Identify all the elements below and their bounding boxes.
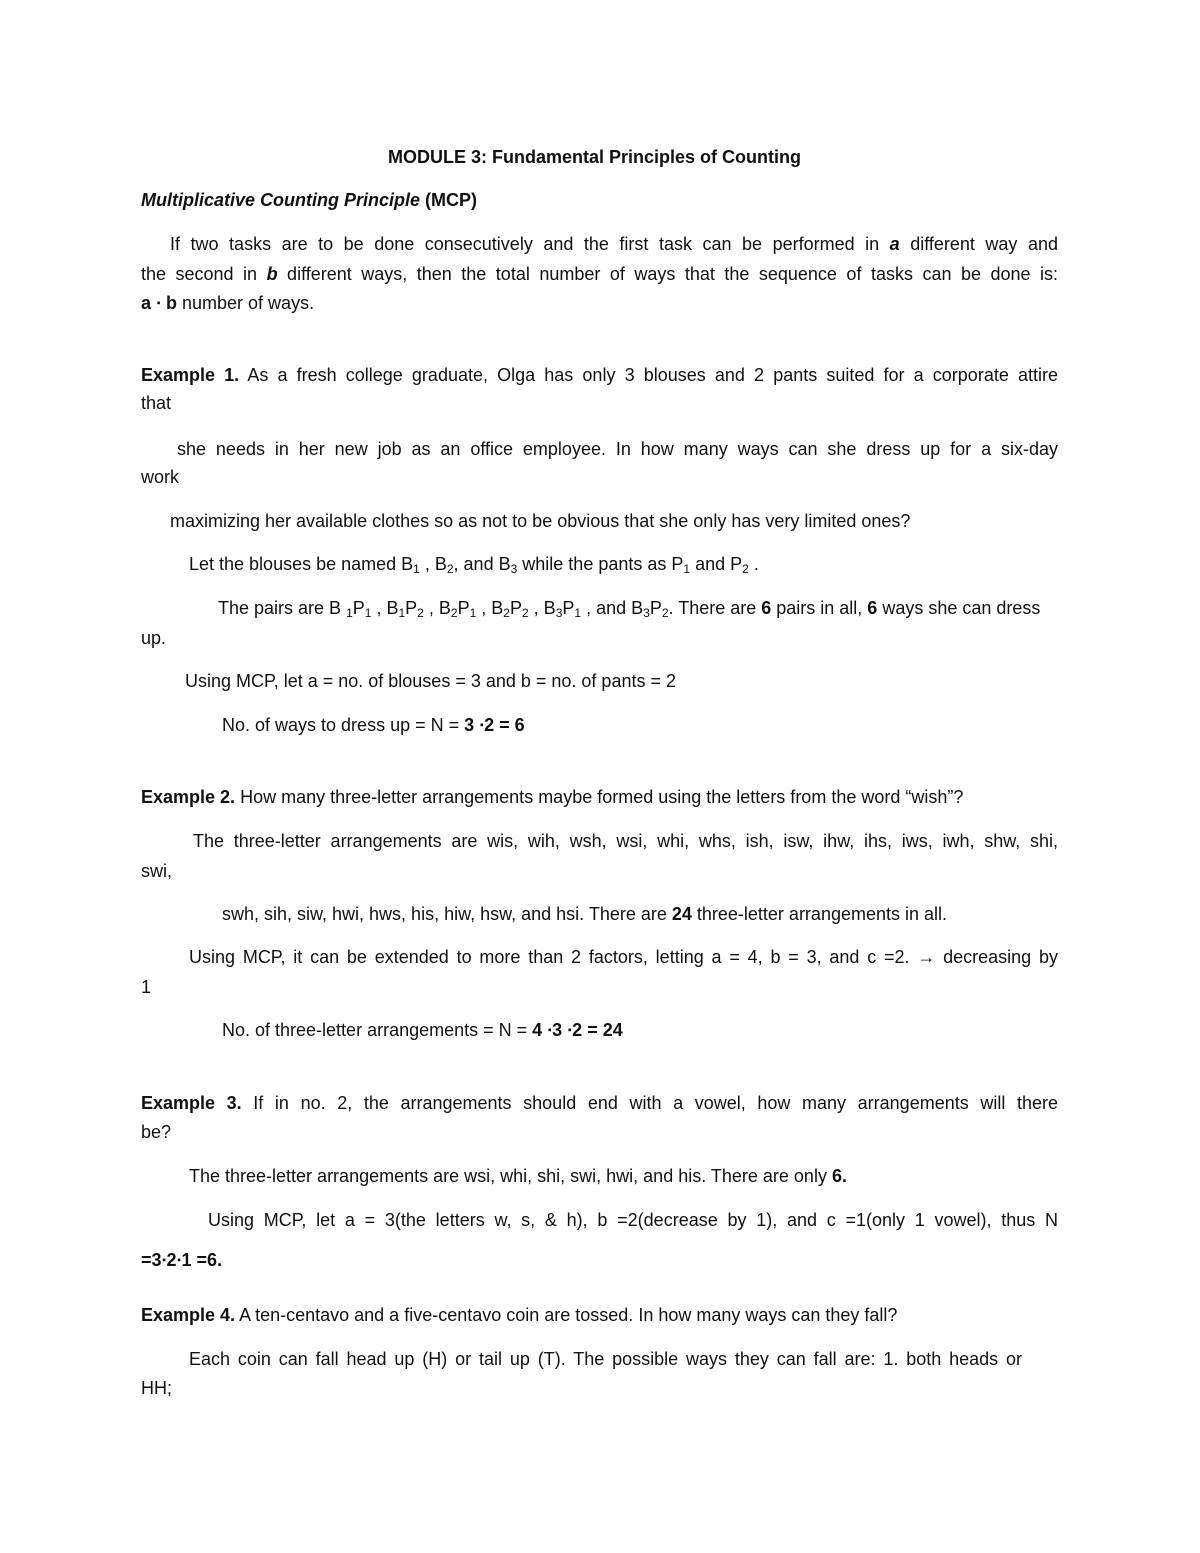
example-3-using-mcp: Using MCP, let a = 3(the letters w, s, & h), b =2(decrease by 1), and c =1(only 1 vowel), thus N <box>208 1210 1058 1230</box>
text-run: pairs in all, <box>771 598 868 618</box>
example-3-result: =3∙2∙1 =6. <box>141 1250 223 1270</box>
text-run: , B <box>423 598 451 618</box>
subscript: 2 <box>450 606 458 620</box>
example-3-question <box>141 1092 1058 1115</box>
text-run: three-letter arrangements in all. <box>691 904 948 924</box>
text-run: A ten-centavo and a five-centavo coin are tossed. In how many ways can they fall? <box>235 1305 898 1325</box>
variable-b: b <box>266 264 278 284</box>
subscript: 2 <box>742 562 749 576</box>
subscript: 1 <box>469 606 477 620</box>
example-1-naming <box>189 553 759 576</box>
example-2-using-mcp: Using MCP, it can be extended to more than 2 factors, letting a = 4, b = 3, and c =2. → decreasing by <box>189 947 1058 967</box>
subscript: 3 <box>643 606 650 620</box>
example-2-using-mcp-continued: 1 <box>141 977 152 997</box>
example-4-question <box>141 1304 897 1327</box>
text-run: different way and <box>899 234 1058 254</box>
page-title: MODULE 3: Fundamental Principles of Counting <box>388 147 802 167</box>
text-run: No. of three-letter arrangements = N = <box>222 1020 533 1040</box>
text-run: If two tasks are to be done consecutively and the first task can be performed in <box>170 234 890 254</box>
text-run: The three-letter arrangements are wsi, whi, shi, swi, hwi, and his. There are only <box>189 1166 832 1186</box>
text-run: Let the blouses be named B <box>189 554 414 574</box>
text-run: As a fresh college graduate, Olga has only 3 blouses and 2 pants suited for a corporate attire <box>239 365 1058 385</box>
text-run: the second in <box>141 264 267 284</box>
example-1-result <box>222 714 525 737</box>
text-run: No. of ways to dress up = N = <box>222 715 465 735</box>
example-4-explanation-line-2: HH; <box>141 1378 172 1398</box>
text-run: , B <box>528 598 556 618</box>
subscript: 1 <box>346 606 353 620</box>
example-label: Example 1. <box>141 365 240 385</box>
example-2-result <box>222 1019 623 1042</box>
text-run: , B <box>371 598 399 618</box>
subscript: 1 <box>683 562 691 576</box>
mcp-heading-abbr: (MCP) <box>420 190 478 210</box>
example-1-question-line-2: that <box>141 393 172 413</box>
subscript: 2 <box>503 606 510 620</box>
text-run: different ways, then the total number of ways that the sequence of tasks can be done is: <box>277 264 1059 284</box>
subscript: 1 <box>574 606 582 620</box>
variable-a: a <box>889 234 900 254</box>
subscript: 2 <box>417 606 424 620</box>
example-label: Example 4. <box>141 1305 236 1325</box>
example-1-pairs-continued: up. <box>141 628 167 648</box>
formula: 4 ∙3 ∙2 = 24 <box>532 1020 623 1040</box>
subscript: 1 <box>398 606 406 620</box>
subscript: 3 <box>555 606 563 620</box>
text-run: and P <box>690 554 743 574</box>
mcp-definition-line-2 <box>141 263 1058 286</box>
text-run: If in no. 2, the arrangements should end with a vowel, how many arrangements will there <box>241 1093 1058 1113</box>
text-run: P <box>352 598 365 618</box>
bold-number: 24 <box>671 904 692 924</box>
text-run: , B <box>476 598 504 618</box>
text-run: P <box>457 598 470 618</box>
text-run: , and B <box>581 598 644 618</box>
text-run: P <box>405 598 418 618</box>
subscript: 1 <box>413 562 420 576</box>
example-3-question-continued: be? <box>141 1122 172 1142</box>
text-run: number of ways. <box>177 293 315 313</box>
text-run: swh, sih, siw, hwi, hws, his, hiw, hsw, and hsi. There are <box>222 904 672 924</box>
text-run: , B <box>419 554 447 574</box>
example-2-arrangements-line-1: The three-letter arrangements are wis, wih, wsh, wsi, whi, whs, ish, isw, ihw, ihs, iws, iwh, shw, shi, <box>193 831 1058 851</box>
subscript: 1 <box>364 606 372 620</box>
subscript: 3 <box>510 562 518 576</box>
example-1-using-mcp: Using MCP, let a = no. of blouses = 3 and b = no. of pants = 2 <box>185 671 676 691</box>
formula: a ∙ b <box>141 293 178 313</box>
text-run: . There are <box>668 598 762 618</box>
text-run: , and B <box>453 554 511 574</box>
mcp-heading-italic: Multiplicative Counting Principle <box>141 190 421 210</box>
example-1-pairs <box>218 597 1040 620</box>
mcp-heading <box>141 189 477 212</box>
example-label: Example 2. <box>141 787 236 807</box>
mcp-definition-line-1 <box>170 233 1058 256</box>
example-2-arrangements-line-3 <box>222 903 947 926</box>
example-1-question-line-1 <box>141 364 1058 387</box>
bold-number: 6 <box>867 598 878 618</box>
text-run: P <box>562 598 575 618</box>
text-run: The pairs are B <box>218 598 347 618</box>
subscript: 2 <box>446 562 454 576</box>
example-1-question-line-5: maximizing her available clothes so as not to be obvious that she only has very limited ones? <box>170 511 911 531</box>
example-label: Example 3. <box>141 1093 242 1113</box>
text-run: while the pants as P <box>517 554 684 574</box>
text-run: P <box>509 598 522 618</box>
subscript: 2 <box>661 606 669 620</box>
example-3-arrangements <box>189 1165 847 1188</box>
mcp-definition-line-3 <box>141 292 314 315</box>
subscript: 2 <box>521 606 529 620</box>
example-2-question <box>141 786 963 809</box>
bold-number: 6 <box>761 598 772 618</box>
text-run: How many three-letter arrangements maybe formed using the letters from the word “wish”? <box>235 787 964 807</box>
example-4-explanation-line-1: Each coin can fall head up (H) or tail up (T). The possible ways they can fall are: 1. both heads or <box>189 1349 1022 1369</box>
formula: 3 ∙2 = 6 <box>464 715 525 735</box>
example-1-question-line-4: work <box>141 467 180 487</box>
example-2-arrangements-line-2: swi, <box>141 861 172 881</box>
text-run: ways she can dress <box>877 598 1041 618</box>
example-1-question-line-3: she needs in her new job as an office employee. In how many ways can she dress up for a six-day <box>177 439 1058 459</box>
text-run: P <box>649 598 662 618</box>
text-run: . <box>748 554 759 574</box>
bold-number: 6. <box>831 1166 847 1186</box>
